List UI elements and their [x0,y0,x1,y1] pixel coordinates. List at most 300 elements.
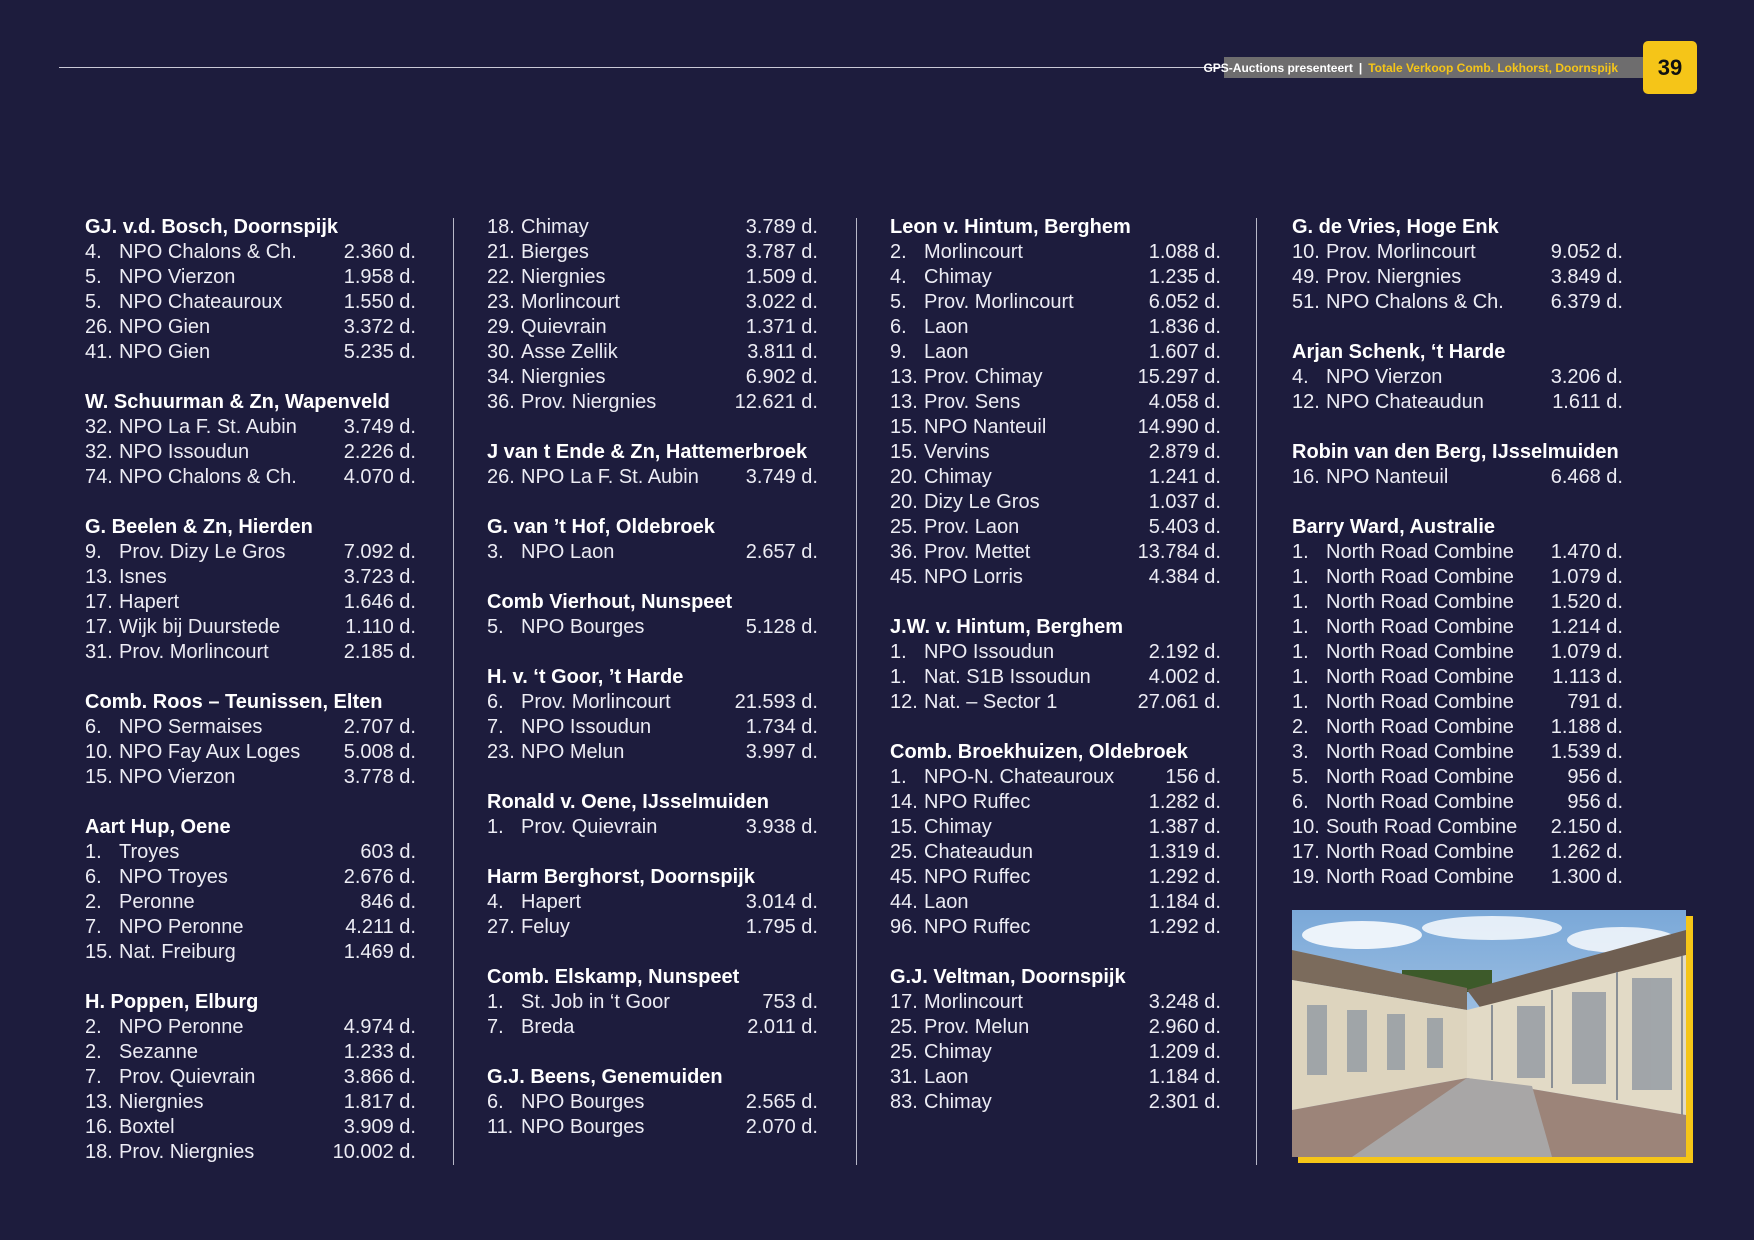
result-race: NPO Vierzon [119,766,236,788]
result-rank: 31. [85,641,113,663]
result-row [487,915,818,940]
result-row [890,565,1221,590]
result-row [890,540,1221,565]
result-rank: 1. [487,991,504,1013]
result-entries: 1.233 d. [343,1041,416,1063]
result-race: NPO Ruffec [924,916,1031,938]
result-race: North Road Combine [1326,841,1514,863]
header-rule [59,67,1224,68]
result-row [890,890,1221,915]
result-row [487,390,818,415]
result-race: Morlincourt [521,291,620,313]
result-entries: 3.014 d. [745,891,818,913]
owner-name: W. Schuurman & Zn, Wapenveld [85,391,390,413]
result-rank: 19. [1292,866,1320,888]
owner-section [85,990,416,1165]
result-entries: 12.621 d. [734,391,818,413]
result-row [890,465,1221,490]
result-row [85,915,416,940]
result-row [85,290,416,315]
result-rank: 9. [890,341,907,363]
result-entries: 2.070 d. [745,1116,818,1138]
result-race: South Road Combine [1326,816,1518,838]
result-rank: 4. [85,241,102,263]
result-entries: 2.192 d. [1148,641,1221,663]
result-rank: 25. [890,1041,918,1063]
result-rank: 7. [85,916,102,938]
result-race: Bierges [521,241,589,263]
result-entries: 3.248 d. [1148,991,1221,1013]
owner-name: Aart Hup, Oene [85,816,231,838]
owner-section [85,215,416,365]
result-race: Prov. Morlincourt [119,641,269,663]
result-race: Nat. S1B Issoudun [924,666,1091,688]
result-entries: 3.749 d. [745,466,818,488]
result-entries: 1.607 d. [1148,341,1221,363]
result-race: NPO Peronne [119,916,244,938]
result-row [1292,840,1623,865]
result-row [890,515,1221,540]
result-entries: 3.787 d. [745,241,818,263]
result-race: NPO Chalons & Ch. [119,466,297,488]
result-entries: 14.990 d. [1137,416,1221,438]
result-row [85,890,416,915]
owner-section [487,790,818,840]
header-title: Totale Verkoop Comb. Lokhorst, Doornspijk [1368,60,1618,75]
result-race: NPO Chateauroux [119,291,283,313]
result-race: North Road Combine [1326,616,1514,638]
result-entries: 1.214 d. [1550,616,1623,638]
result-entries: 15.297 d. [1137,366,1221,388]
result-entries: 956 d. [1567,791,1623,813]
owner-section [85,515,416,665]
result-row [890,415,1221,440]
result-entries: 6.052 d. [1148,291,1221,313]
result-race: North Road Combine [1326,641,1514,663]
result-entries: 1.037 d. [1148,491,1221,513]
result-entries: 3.789 d. [745,216,818,238]
result-rank: 32. [85,416,113,438]
result-row [85,765,416,790]
result-row [890,365,1221,390]
owner-section [1292,440,1623,490]
result-rank: 10. [85,741,113,763]
result-rank: 1. [1292,616,1309,638]
result-entries: 5.403 d. [1148,516,1221,538]
result-row [85,940,416,965]
result-entries: 2.185 d. [343,641,416,663]
result-row [890,315,1221,340]
result-row [487,815,818,840]
result-race: Troyes [119,841,180,863]
owner-section [890,965,1221,1115]
result-rank: 6. [85,716,102,738]
result-entries: 4.070 d. [343,466,416,488]
owner-name: G.J. Beens, Genemuiden [487,1066,723,1088]
result-race: Prov. Quievrain [521,816,658,838]
result-row [85,1115,416,1140]
results-column-2 [487,215,818,1165]
result-entries: 3.206 d. [1550,366,1623,388]
result-rank: 30. [487,341,515,363]
result-race: Prov. Melun [924,1016,1030,1038]
result-entries: 1.079 d. [1550,641,1623,663]
result-entries: 3.749 d. [343,416,416,438]
result-row [890,640,1221,665]
result-entries: 4.002 d. [1148,666,1221,688]
result-row [1292,240,1623,265]
result-row [890,815,1221,840]
result-row [487,315,818,340]
result-race: Chimay [924,266,992,288]
result-row [1292,765,1623,790]
result-race: Morlincourt [924,241,1023,263]
owner-section [487,440,818,490]
result-race: NPO Chalons & Ch. [1326,291,1504,313]
result-entries: 1.817 d. [343,1091,416,1113]
result-race: St. Job in ‘t Goor [521,991,670,1013]
result-row [487,690,818,715]
result-race: NPO Issoudun [119,441,250,463]
owner-section [1292,340,1623,415]
result-row [1292,690,1623,715]
owner-name: Arjan Schenk, ‘t Harde [1292,341,1506,363]
result-rank: 16. [1292,466,1320,488]
result-row [1292,265,1623,290]
result-race: North Road Combine [1326,866,1514,888]
owner-name: GJ. v.d. Bosch, Doornspijk [85,216,339,238]
result-race: Chimay [924,1091,992,1113]
result-row [85,415,416,440]
result-entries: 3.997 d. [745,741,818,763]
result-row [1292,365,1623,390]
result-race: NPO Bourges [521,616,645,638]
result-race: Prov. Niergnies [521,391,657,413]
result-row [85,465,416,490]
result-race: North Road Combine [1326,741,1514,763]
result-row [1292,615,1623,640]
result-race: NPO Bourges [521,1091,645,1113]
column-divider [453,218,454,1165]
result-race: Hapert [521,891,582,913]
result-rank: 15. [890,416,918,438]
result-entries: 1.470 d. [1550,541,1623,563]
result-race: NPO Peronne [119,1016,244,1038]
result-row [85,1040,416,1065]
result-row [1292,715,1623,740]
result-entries: 6.379 d. [1550,291,1623,313]
result-row [85,1065,416,1090]
result-row [487,615,818,640]
result-row [890,765,1221,790]
result-rank: 10. [1292,241,1320,263]
result-rank: 23. [487,291,515,313]
header-publisher: GPS-Auctions presenteert [1203,60,1353,75]
result-race: Laon [924,891,969,913]
result-row [890,665,1221,690]
result-rank: 2. [85,1016,102,1038]
result-row [1292,540,1623,565]
result-row [85,315,416,340]
result-race: Laon [924,1066,969,1088]
result-race: North Road Combine [1326,716,1514,738]
result-entries: 1.282 d. [1148,791,1221,813]
owner-name: Comb. Broekhuizen, Oldebroek [890,741,1188,763]
result-entries: 3.811 d. [747,341,818,363]
result-entries: 2.301 d. [1148,1091,1221,1113]
result-entries: 5.008 d. [343,741,416,763]
result-race: NPO Issoudun [521,716,652,738]
result-rank: 14. [890,791,918,813]
result-rank: 17. [85,591,113,613]
result-entries: 21.593 d. [734,691,818,713]
result-rank: 49. [1292,266,1320,288]
result-rank: 36. [487,391,515,413]
owner-section [487,965,818,1040]
result-entries: 1.110 d. [345,616,416,638]
result-rank: 15. [890,816,918,838]
result-row [85,540,416,565]
result-row [890,1040,1221,1065]
owner-section [890,740,1221,940]
result-rank: 32. [85,441,113,463]
result-rank: 15. [890,441,918,463]
result-rank: 13. [85,1091,113,1113]
result-race: Morlincourt [924,991,1023,1013]
result-race: Nat. – Sector 1 [924,691,1058,713]
result-rank: 34. [487,366,515,388]
result-entries: 4.058 d. [1148,391,1221,413]
owner-section [85,815,416,965]
result-entries: 2.011 d. [747,1016,818,1038]
result-row [890,490,1221,515]
result-race: Nat. Freiburg [119,941,236,963]
result-rank: 1. [1292,666,1309,688]
result-entries: 1.241 d. [1148,466,1221,488]
result-rank: 29. [487,316,515,338]
owner-section [85,390,416,490]
result-race: Prov. Morlincourt [924,291,1074,313]
result-row [487,215,818,240]
result-row [890,1015,1221,1040]
result-row [1292,865,1623,890]
result-entries: 6.902 d. [745,366,818,388]
result-entries: 1.734 d. [745,716,818,738]
result-race: Prov. Quievrain [119,1066,256,1088]
owner-section [487,590,818,640]
result-row [1292,640,1623,665]
result-row [487,740,818,765]
result-rank: 17. [85,616,113,638]
result-race: North Road Combine [1326,691,1514,713]
result-rank: 12. [1292,391,1320,413]
result-row [890,790,1221,815]
result-entries: 3.909 d. [343,1116,416,1138]
result-rank: 21. [487,241,515,263]
result-race: Dizy Le Gros [924,491,1040,513]
result-row [890,840,1221,865]
result-row [890,865,1221,890]
result-entries: 3.849 d. [1550,266,1623,288]
owner-name: Robin van den Berg, IJsselmuiden [1292,441,1619,463]
result-rank: 20. [890,466,918,488]
result-rank: 1. [1292,541,1309,563]
result-entries: 1.795 d. [745,916,818,938]
result-rank: 18. [487,216,515,238]
result-rank: 4. [1292,366,1309,388]
loft-photo [1292,910,1686,1157]
result-entries: 2.879 d. [1148,441,1221,463]
result-rank: 1. [890,641,907,663]
results-column-3 [890,215,1221,1140]
result-entries: 1.539 d. [1550,741,1623,763]
result-entries: 4.974 d. [343,1016,416,1038]
results-column-4 [1292,215,1623,915]
result-race: NPO-N. Chateauroux [924,766,1115,788]
owner-name: G.J. Veltman, Doornspijk [890,966,1126,988]
result-row [85,1090,416,1115]
result-rank: 25. [890,516,918,538]
owner-section [890,215,1221,590]
owner-name: Barry Ward, Australie [1292,516,1496,538]
header-separator: | [1358,60,1363,75]
result-entries: 1.509 d. [745,266,818,288]
result-rank: 45. [890,566,918,588]
result-row [890,340,1221,365]
result-row [85,240,416,265]
result-entries: 1.958 d. [343,266,416,288]
result-race: NPO Gien [119,341,211,363]
result-row [890,290,1221,315]
page-number: 39 [1643,41,1697,94]
result-row [1292,665,1623,690]
result-row [85,715,416,740]
result-entries: 2.960 d. [1148,1016,1221,1038]
result-row [890,240,1221,265]
result-rank: 13. [890,366,918,388]
result-race: Breda [521,1016,575,1038]
result-entries: 1.469 d. [343,941,416,963]
result-rank: 27. [487,916,515,938]
owner-name: H. Poppen, Elburg [85,991,259,1013]
result-race: Quievrain [521,316,607,338]
result-race: Peronne [119,891,195,913]
result-row [890,440,1221,465]
result-rank: 1. [1292,691,1309,713]
result-entries: 956 d. [1567,766,1623,788]
result-rank: 7. [85,1066,102,1088]
result-race: Vervins [924,441,990,463]
result-rank: 6. [890,316,907,338]
result-row [1292,290,1623,315]
result-race: NPO Nanteuil [924,416,1047,438]
result-entries: 2.676 d. [343,866,416,888]
result-row [487,1090,818,1115]
owner-name: Harm Berghorst, Doornspijk [487,866,755,888]
result-rank: 26. [487,466,515,488]
result-rank: 25. [890,1016,918,1038]
result-entries: 5.235 d. [343,341,416,363]
result-row [890,265,1221,290]
result-entries: 3.372 d. [343,316,416,338]
result-rank: 6. [487,691,504,713]
result-entries: 2.565 d. [745,1091,818,1113]
result-rank: 44. [890,891,918,913]
result-race: Laon [924,341,969,363]
result-row [85,440,416,465]
result-rank: 17. [890,991,918,1013]
result-row [85,1140,416,1165]
result-rank: 51. [1292,291,1320,313]
result-entries: 1.387 d. [1148,816,1221,838]
result-row [1292,465,1623,490]
result-entries: 1.262 d. [1550,841,1623,863]
result-entries: 753 d. [762,991,818,1013]
result-row [85,740,416,765]
result-row [1292,815,1623,840]
result-entries: 3.778 d. [343,766,416,788]
result-entries: 1.184 d. [1148,1066,1221,1088]
result-row [487,290,818,315]
result-race: Sezanne [119,1041,198,1063]
result-rank: 83. [890,1091,918,1113]
result-race: NPO La F. St. Aubin [521,466,699,488]
result-race: Hapert [119,591,180,613]
result-race: Asse Zellik [521,341,618,363]
owner-section [487,865,818,940]
result-race: Niergnies [521,366,606,388]
result-rank: 11. [487,1116,514,1138]
result-entries: 1.209 d. [1148,1041,1221,1063]
result-row [890,390,1221,415]
result-race: Niergnies [521,266,606,288]
result-race: NPO Nanteuil [1326,466,1449,488]
result-race: North Road Combine [1326,541,1514,563]
result-race: Prov. Niergnies [119,1141,255,1163]
result-race: Prov. Dizy Le Gros [119,541,286,563]
result-entries: 3.938 d. [745,816,818,838]
result-entries: 1.188 d. [1550,716,1623,738]
result-race: NPO Bourges [521,1116,645,1138]
result-race: Prov. Niergnies [1326,266,1462,288]
owner-name: Comb. Elskamp, Nunspeet [487,966,740,988]
result-row [487,990,818,1015]
result-race: NPO Vierzon [119,266,236,288]
owner-section [1292,515,1623,890]
result-rank: 5. [487,616,504,638]
result-race: Niergnies [119,1091,204,1113]
result-entries: 3.723 d. [343,566,416,588]
running-header [1203,57,1644,78]
owner-name: Comb. Roos – Teunissen, Elten [85,691,383,713]
result-entries: 1.371 d. [745,316,818,338]
result-rank: 25. [890,841,918,863]
result-row [487,365,818,390]
result-rank: 1. [890,766,907,788]
result-entries: 27.061 d. [1137,691,1221,713]
result-entries: 9.052 d. [1550,241,1623,263]
result-rank: 5. [85,291,102,313]
result-entries: 1.836 d. [1148,316,1221,338]
result-race: Prov. Sens [924,391,1021,413]
result-race: Prov. Morlincourt [1326,241,1476,263]
result-row [487,540,818,565]
result-race: Prov. Morlincourt [521,691,671,713]
result-row [85,865,416,890]
result-rank: 5. [1292,766,1309,788]
result-rank: 15. [85,941,113,963]
result-row [85,340,416,365]
